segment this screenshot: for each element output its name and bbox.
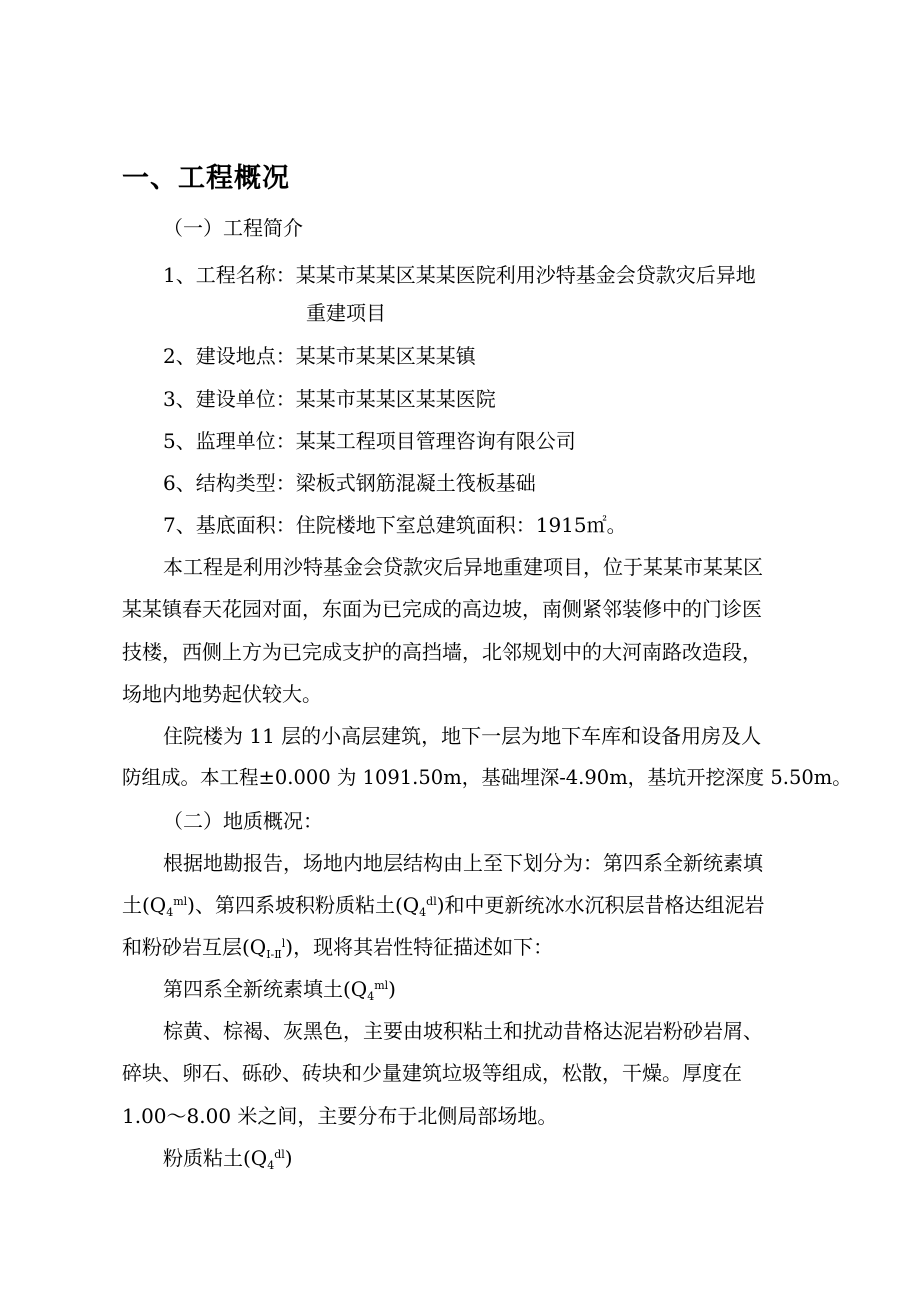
paragraph-line: 根据地勘报告，场地内地层结构由上至下划分为：第四系全新统素填	[163, 851, 763, 875]
item-value: 某某市某某区某某医院利用沙特基金会贷款灾后异地	[295, 263, 756, 287]
paragraph-line: 场地内地势起伏较大。	[122, 682, 322, 706]
info-item-location	[163, 341, 476, 371]
item-value: 某某工程项目管理咨询有限公司	[295, 429, 576, 453]
item-number: 7、	[163, 513, 196, 537]
info-item-project-name-cont: 重建项目	[306, 301, 386, 325]
subsection-title-project-intro: （一）工程简介	[163, 216, 303, 240]
paragraph-line: 技楼，西侧上方为已完成支护的高挡墙，北邻规划中的大河南路改造段，	[122, 640, 762, 664]
item-label: 工程名称：	[195, 263, 296, 287]
paragraph-line: 本工程是利用沙特基金会贷款灾后异地重建项目，位于某某市某某区	[163, 555, 763, 579]
item-value: 某某市某某区某某医院	[295, 387, 496, 411]
item-number: 6、	[163, 471, 196, 495]
layer-title-silty-clay: 粉质粘土$(Q_4^{dl})$	[163, 1146, 293, 1172]
paragraph-line-strata-cont: 和粉砂岩互层$(Q_{Ⅰ-Ⅱ}^l)$，现将其岩性特征描述如下：	[122, 935, 554, 961]
paragraph-line-strata: 土$(Q_4^{ml})$、第四系坡积粉质粘土$(Q_4^{dl})$和中更新统冰水沉积层昔格达组泥岩	[122, 893, 765, 919]
subsection-title-geology: （二）地质概况：	[163, 809, 323, 833]
info-item-structure	[163, 468, 536, 498]
item-number: 3、	[163, 387, 196, 411]
item-label: 建设单位：	[195, 387, 296, 411]
paragraph-line: 住院楼为 11 层的小高层建筑，地下一层为地下车库和设备用房及人	[163, 724, 762, 748]
item-label: 监理单位：	[195, 429, 296, 453]
item-label: 结构类型：	[195, 471, 296, 495]
item-label: 建设地点：	[195, 344, 296, 368]
paragraph-line: 1.00～8.00 米之间，主要分布于北侧局部场地。	[122, 1104, 558, 1128]
item-value: 梁板式钢筋混凝土筏板基础	[295, 471, 536, 495]
item-number: 5、	[163, 429, 196, 453]
item-number: 2、	[163, 344, 196, 368]
paragraph-line: 碎块、卵石、砾砂、砖块和少量建筑垃圾等组成，松散，干燥。厚度在	[122, 1061, 742, 1085]
info-item-supervisor	[163, 426, 576, 456]
paragraph-line: 某某镇春天花园对面，东面为已完成的高边坡，南侧紧邻装修中的门诊医	[122, 597, 762, 621]
info-item-project-name	[163, 260, 756, 290]
layer-title-fill-soil: 第四系全新统素填土$(Q_4^{ml})$	[163, 977, 396, 1003]
item-number: 1、	[163, 263, 196, 287]
item-value: 住院楼地下室总建筑面积：1915㎡。	[295, 513, 627, 537]
info-item-base-area	[163, 510, 627, 540]
section-heading: 一、工程概况	[122, 163, 290, 194]
paragraph-line: 防组成。本工程±0.000 为 1091.50m，基础埋深-4.90m，基坑开挖深度 5.50m。	[122, 766, 852, 789]
paragraph-line: 棕黄、棕褐、灰黑色，主要由坡积粘土和扰动昔格达泥岩粉砂岩屑、	[163, 1019, 763, 1043]
info-item-owner	[163, 384, 496, 414]
item-value: 某某市某某区某某镇	[295, 344, 476, 368]
item-label: 基底面积：	[195, 513, 296, 537]
